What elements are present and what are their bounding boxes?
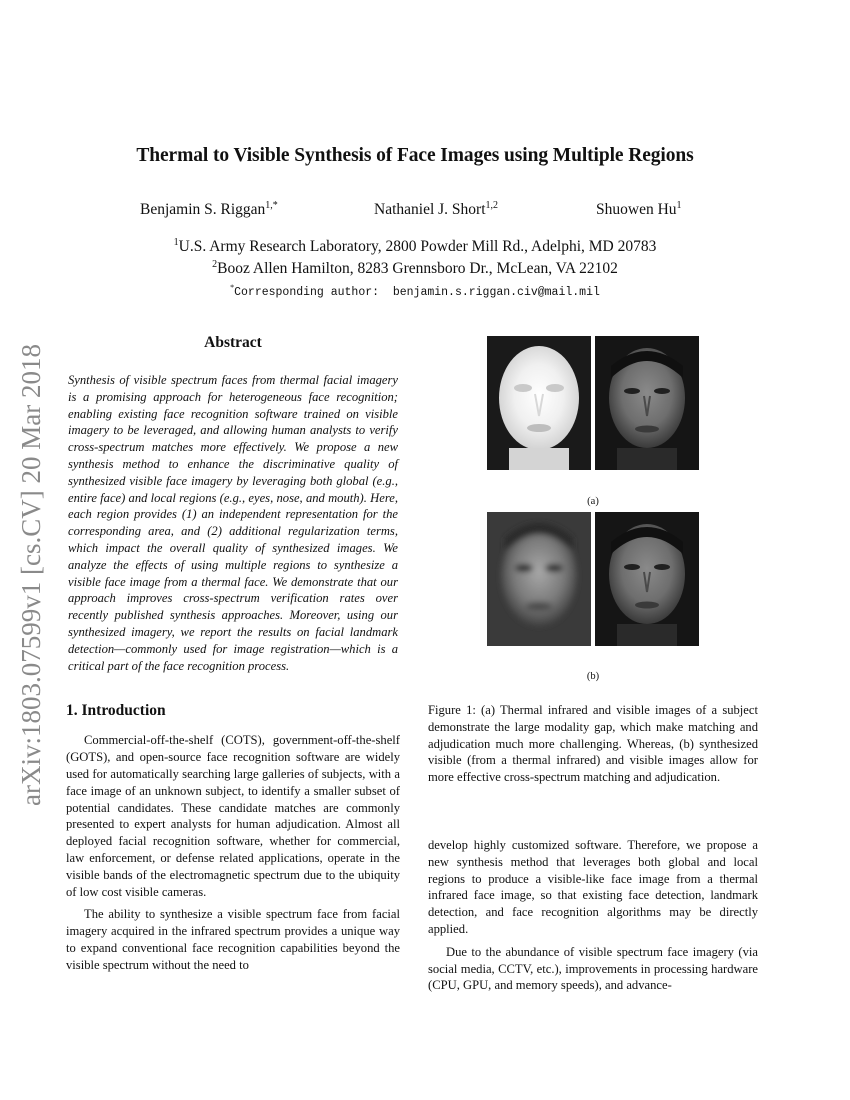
thermal-face-image [487, 336, 591, 470]
abstract-heading: Abstract [204, 334, 262, 351]
corresponding-author: *Corresponding author: benjamin.s.riggan.civ@mail.mil [230, 283, 600, 299]
right-column-text [428, 837, 758, 994]
intro-paragraph-1: Commercial-off-the-shelf (COTS), government-off-the-shelf (GOTS), and open-source face recognition software are widely used for automatically searching large galleries of subjects, with a face image of an unknown subject, to identify a smaller subset of potential candidates. These candidate matches are commonly presented to expert analysts for human adjudication. Almost all deployed facial recognition software, whether for commercial, law enforcement, or defense related applications, operate in the visible bands of the electromagnetic spectrum due to the ubiquity of low cost visible cameras. [66, 733, 400, 899]
synthesized-face-image [487, 512, 591, 646]
intro-paragraph-2: The ability to synthesize a visible spectrum face from facial imagery acquired in the infrared spectrum provides a unique way to expand conventional face recognition capabilities beyond the visible spectrum without the need to [66, 907, 400, 972]
visible-face-image [595, 336, 699, 470]
right-paragraph-1: develop highly customized software. Therefore, we propose a new synthesis method that leverages both global and local regions to produce a visible-like face image from a thermal infrared face image, so that existing face detection, landmark detection, and face recognition algorithms may be directly applied. [428, 838, 758, 936]
figure-1b-label: (b) [586, 671, 600, 682]
author-2: Nathaniel J. Short$^{1,2}$ [374, 200, 498, 219]
intro-heading: 1. Introduction [66, 702, 166, 720]
visible-face-image-b [595, 512, 699, 646]
right-paragraph-2: Due to the abundance of visible spectrum face imagery (via social media, CCTV, etc.), improvements in processing hardware (CPU, GPU, and memory speeds), and advance- [428, 944, 758, 993]
figure-1-caption: Figure 1: (a) Thermal infrared and visible images of a subject demonstrate the large modality gap, which make matching and adjudication much more challenging. Whereas, (b) synthesized visible (from a thermal infrared) and visible images allow for more effective cross-spectrum matching and adjudication. [428, 703, 758, 785]
abstract-body: Synthesis of visible spectrum faces from thermal facial imagery is a promising approach for heterogeneous face recognition; enabling existing face recognition software trained on visible imagery to be leveraged, and allowing human analysts to verify cross-spectrum matches more effectively. We propose a new synthesis method to enhance the discriminative quality of synthesized visible face imagery by leveraging both global (e.g., entire face) and local regions (e.g., eyes, nose, and mouth). Here, each region provides (1) an independent representation for the corresponding area, and (2) additional regularization terms, which impact the overall quality of synthesized images. We analyze the effects of using multiple regions to synthesize a visible face image from a thermal face. We demonstrate that our approach improves cross-spectrum verification rates over recently published synthesis approaches. Moreover, using our synthesized imagery, we report the results on facial landmark detection—commonly used for image registration—which is a critical part of the face recognition process. [68, 373, 398, 673]
left-column [66, 334, 400, 974]
paper-title: Thermal to Visible Synthesis of Face Images using Multiple Regions [136, 145, 694, 166]
author-1: Benjamin S. Riggan$^{1,*}$ [140, 200, 278, 219]
figure-1a-label: (a) [587, 496, 599, 507]
affiliation-1: $^1$U.S. Army Research Laboratory, 2800 Powder Mill Rd., Adelphi, MD 20783 [173, 237, 657, 256]
affiliation-2: $^2$Booz Allen Hamilton, 8283 Grennsboro Dr., McLean, VA 22102 [212, 259, 618, 278]
arxiv-watermark [2, 290, 54, 810]
figure-1a [487, 336, 699, 470]
arxiv-id: arXiv:1803.07599v1 [cs.CV] 20 Mar 2018 [16, 344, 46, 806]
author-3: Shuowen Hu$^1$ [596, 200, 682, 219]
figure-1b [487, 512, 699, 646]
